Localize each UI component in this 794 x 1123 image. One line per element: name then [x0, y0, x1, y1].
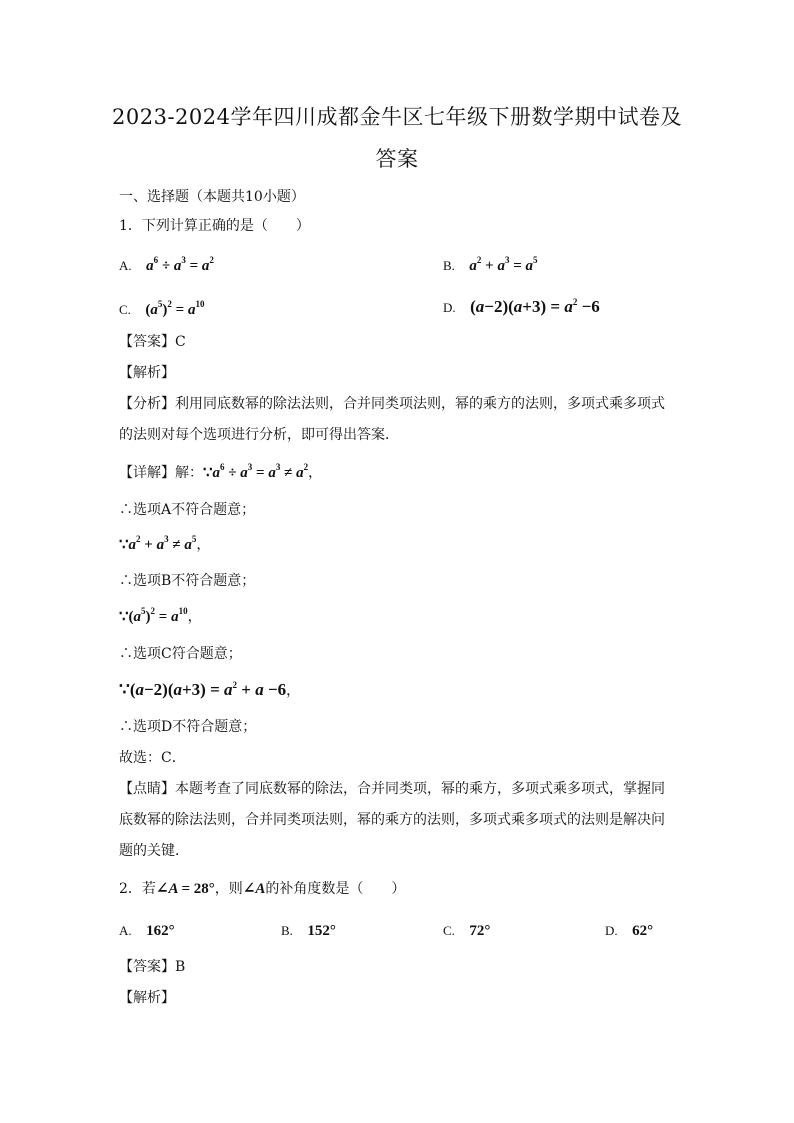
option-label: B. — [443, 258, 455, 273]
math-expression: $a^2 + a^3 = a^5$ — [469, 255, 538, 274]
stem-mid: ，则 — [214, 881, 243, 897]
q1-comment-line3: 题的关键． — [119, 843, 189, 859]
q1-detail-c: $\because(a^5)^2 = a^{10}$， — [119, 606, 202, 625]
q1-comment-line1: 【点睛】本题考查了同底数幂的除法，合并同类项，幂的乘方，多项式乘多项式，掌握同 — [119, 781, 665, 797]
q1-conclusion-a: ∴选项A不符合题意； — [119, 502, 256, 518]
option-label: C. — [443, 923, 455, 938]
math-expression: $\because a^6 \div a^3 = a^3 \ne a^2$ — [203, 462, 309, 481]
option-label: C. — [119, 302, 131, 317]
q1-comment-line2: 底数幂的除法法则，合并同类项法则，幂的乘方的法则，多项式乘多项式的法则是解决问 — [119, 812, 665, 828]
option-value: 72° — [469, 923, 491, 939]
document-title-line2: 答案 — [375, 147, 419, 171]
q2-answer: 【答案】B — [119, 959, 186, 975]
option-label: A. — [119, 923, 132, 938]
q2-option-c — [443, 921, 490, 941]
question-2-stem — [119, 879, 405, 899]
stem-suffix: 的补角度数是（ ） — [265, 881, 406, 897]
option-value: 162° — [146, 923, 175, 939]
stem-prefix: 2．若 — [119, 881, 156, 897]
option-value: 152° — [307, 923, 336, 939]
math-expression: $a^6 \div a^3 = a^2$ — [146, 255, 214, 274]
option-label: D. — [605, 923, 618, 938]
q1-analysis-line1: 【分析】利用同底数幂的除法法则，合并同类项法则，幂的乘方的法则，多项式乘多项式 — [119, 396, 665, 412]
q1-conclusion-d: ∴选项D不符合题意； — [119, 719, 257, 735]
option-label: D. — [443, 300, 456, 315]
q2-analysis-heading: 【解析】 — [119, 990, 175, 1006]
math-expression: $(a^5)^2 = a^{10}$ — [145, 299, 205, 318]
q1-option-d — [443, 297, 600, 318]
q1-detail-d: ∵(a−2)(a+3) = $a^2 + a -6$， — [119, 680, 301, 699]
q2-option-d — [605, 921, 653, 941]
question-1-stem: 1．下列计算正确的是（ ） — [119, 218, 310, 234]
option-label: B. — [281, 923, 293, 938]
q1-detail-a: 【详解】解：$\because a^6 \div a^3 = a^3 \ne a^2$， — [119, 462, 323, 481]
q1-conclusion-c: ∴选项C符合题意； — [119, 646, 242, 662]
q1-conclusion-b: ∴选项B不符合题意； — [119, 573, 256, 589]
math-expression: ∠A = 28° — [155, 881, 215, 897]
q1-analysis-heading: 【解析】 — [119, 365, 175, 381]
q2-option-a — [119, 921, 175, 941]
detail-prefix: 【详解】解： — [119, 465, 203, 481]
math-expression: $\because(a^5)^2 = a^{10}$ — [119, 606, 188, 625]
math-expression: $(a-2)(a+3) = a^2 -6$ — [470, 297, 600, 316]
option-label: A. — [119, 258, 132, 273]
q2-option-b — [281, 921, 336, 941]
math-expression: $\because a^2 + a^3 \ne a^5$ — [119, 534, 197, 553]
q1-detail-b: $\because a^2 + a^3 \ne a^5$， — [119, 534, 211, 553]
option-value: 62° — [632, 923, 654, 939]
document-title-line1: 2023-2024学年四川成都金牛区七年级下册数学期中试卷及 — [112, 105, 682, 129]
math-expression: ∠A — [242, 881, 266, 897]
q1-option-b — [443, 256, 538, 276]
math-expression: ∵(a−2)(a+3) = $a^2 + a -6$ — [119, 680, 287, 699]
section-heading: 一、选择题（本题共10小题） — [119, 189, 305, 205]
q1-option-c — [119, 300, 204, 320]
q1-option-a — [119, 256, 214, 276]
q1-choose: 故选：C． — [119, 750, 186, 766]
q1-analysis-line2: 的法则对每个选项进行分析，即可得出答案． — [119, 427, 399, 443]
q1-answer: 【答案】C — [119, 334, 186, 350]
